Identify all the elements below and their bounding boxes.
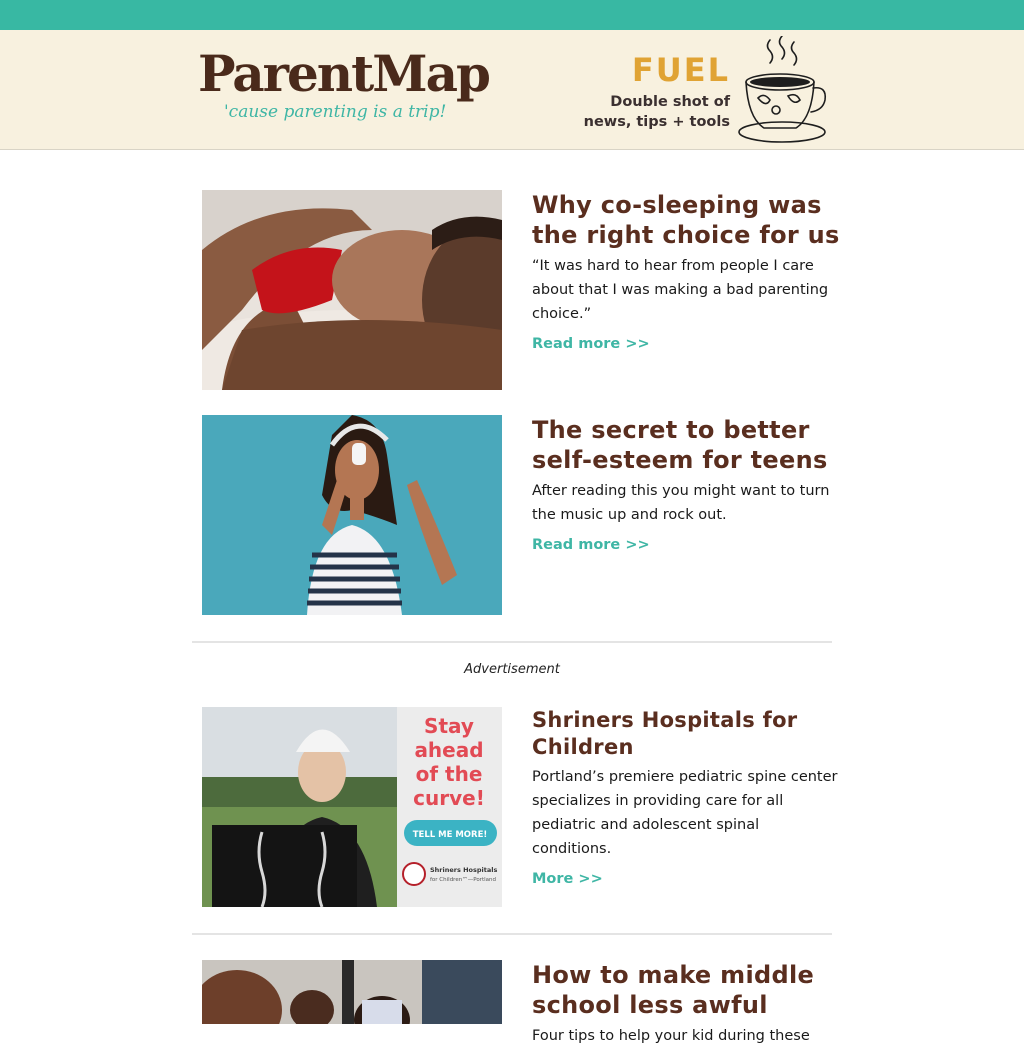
top-accent-bar bbox=[0, 0, 1024, 30]
article-headline[interactable]: How to make middle school less awful bbox=[532, 961, 815, 1019]
ad-banner-image[interactable] bbox=[202, 707, 502, 907]
ad-banner-line4: curve! bbox=[413, 786, 485, 810]
article-headline[interactable]: The secret to better self-esteem for teens bbox=[532, 416, 828, 474]
ad-banner-button: TELL ME MORE! bbox=[412, 830, 488, 840]
section-divider bbox=[192, 933, 832, 935]
ad-banner-org-line1: Shriners Hospitals bbox=[430, 866, 498, 874]
more-link[interactable]: More >> bbox=[532, 871, 603, 887]
ad-banner-line2: ahead bbox=[414, 738, 484, 762]
article-image-teen-headphones[interactable] bbox=[202, 415, 502, 615]
ad-headline[interactable]: Shriners Hospitals for Children bbox=[532, 708, 798, 759]
ad-description: Portland’s premiere pediatric spine center specializes in providing care for all pediatric and adolescent spinal conditions. bbox=[532, 769, 838, 857]
ad-content bbox=[532, 707, 842, 887]
article-description: After reading this you might want to turn the music up and rock out. bbox=[532, 483, 830, 523]
fuel-subtitle-line1: Double shot of bbox=[610, 94, 730, 110]
article-content bbox=[532, 415, 842, 553]
article-headline[interactable]: Why co-sleeping was the right choice for us bbox=[532, 191, 840, 249]
coffee-cup-icon bbox=[736, 36, 828, 144]
fuel-subtitle-line2: news, tips + tools bbox=[583, 114, 730, 130]
read-more-link[interactable]: Read more >> bbox=[532, 336, 650, 352]
logo-tagline: 'cause parenting is a trip! bbox=[224, 102, 447, 122]
fuel-newsletter-title bbox=[560, 50, 730, 132]
fuel-title: FUEL bbox=[631, 51, 730, 89]
article-image-school-bus[interactable] bbox=[202, 960, 502, 1024]
article-content bbox=[532, 960, 842, 1048]
parentmap-logo[interactable] bbox=[198, 44, 489, 134]
section-divider bbox=[192, 641, 832, 643]
article-description: “It was hard to hear from people I care about that I was making a bad parenting choice.” bbox=[532, 258, 829, 322]
article-image-sleeping-baby[interactable] bbox=[202, 190, 502, 390]
ad-banner-org-line2: for Children™—Portland bbox=[430, 877, 496, 883]
article-content bbox=[532, 190, 842, 352]
masthead bbox=[0, 30, 1024, 150]
advertisement-label: Advertisement bbox=[464, 662, 560, 677]
logo-text: ParentMap bbox=[198, 44, 489, 103]
article-description: Four tips to help your kid during these bbox=[532, 1028, 810, 1044]
read-more-link[interactable]: Read more >> bbox=[532, 537, 650, 553]
ad-banner-line3: of the bbox=[415, 762, 483, 786]
ad-banner-line1: Stay bbox=[424, 714, 474, 738]
